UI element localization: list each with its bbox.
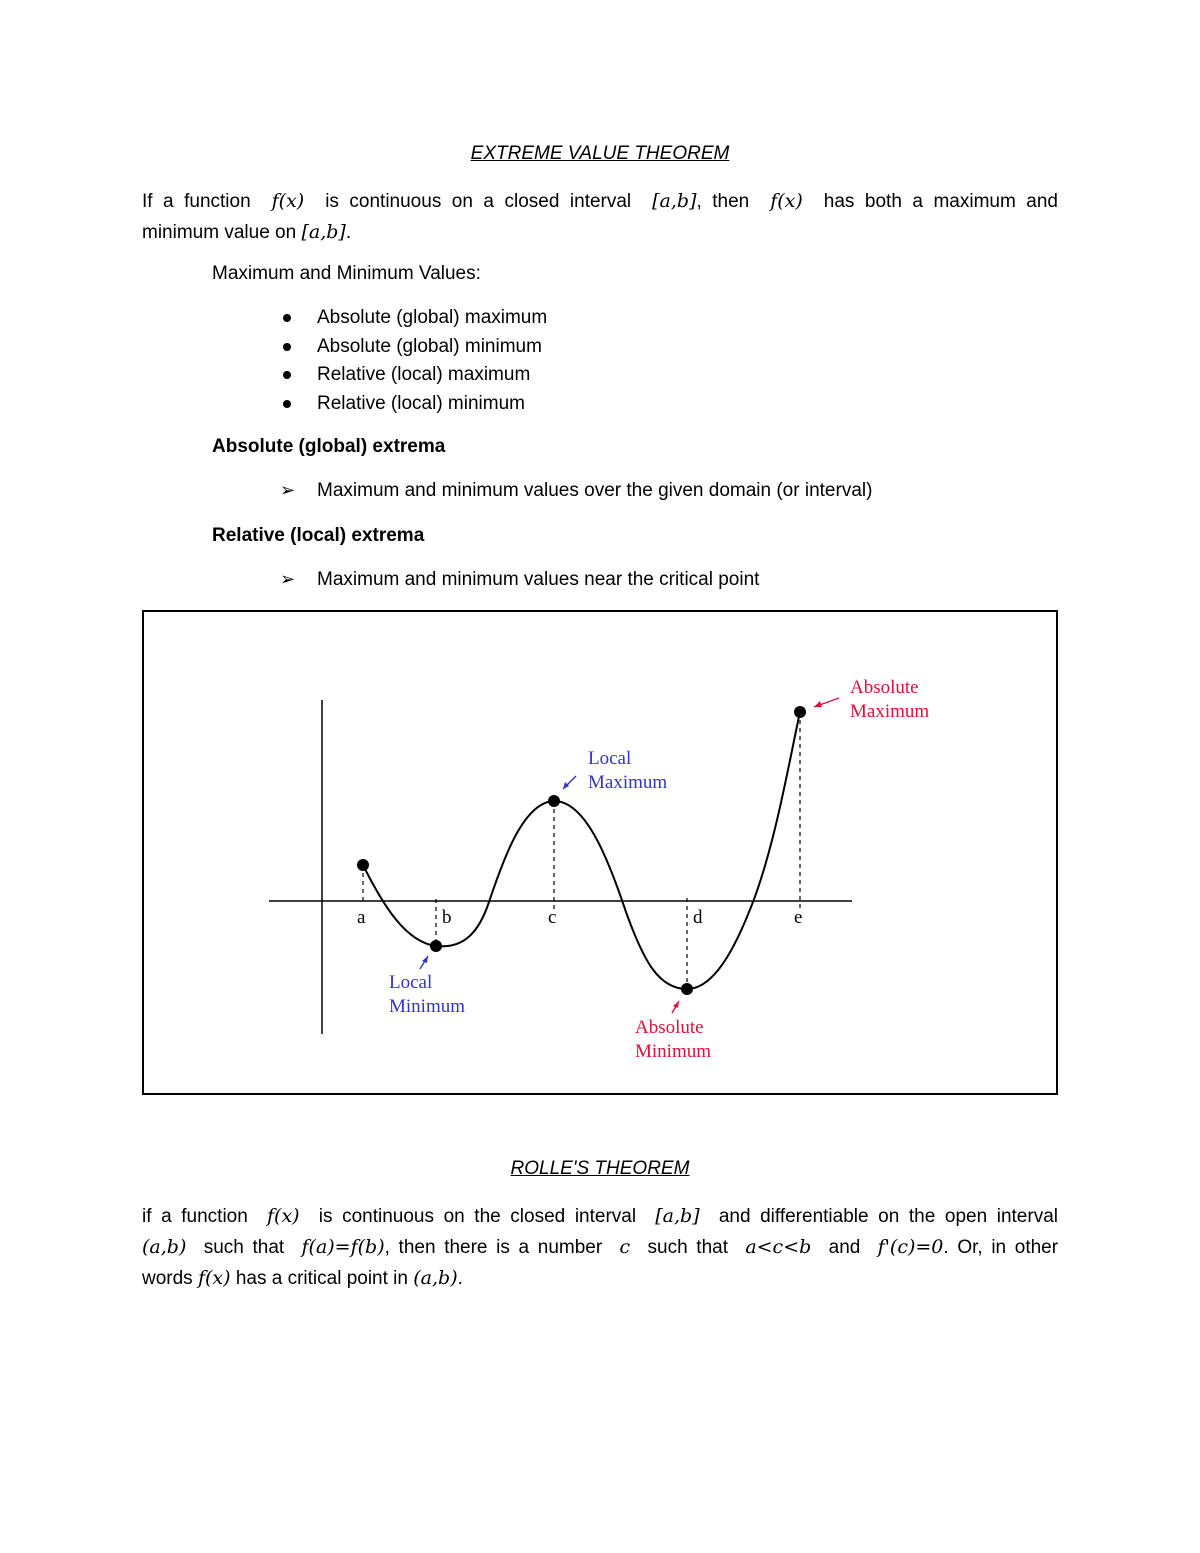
function-curve	[363, 712, 803, 989]
list-item: Absolute (global) maximum	[280, 304, 547, 333]
rolle-statement: if a function f(x) is continuous on the closed interval [a,b] and differentiable on the open interval (a,b) such that f(a)=f(b), then there is a number c such that a<c<b and f'(c)=0. Or, in other words f(x) has a critical point in (a,b).	[142, 1205, 1059, 1289]
relative-extrema-heading: Relative (local) extrema	[212, 525, 425, 546]
bullet-icon	[283, 314, 291, 322]
math-fx: f(x)	[271, 190, 305, 212]
tick-label-c: c	[548, 907, 557, 928]
absolute-maximum-dot	[794, 706, 806, 718]
math-interval: [a,b]	[301, 221, 346, 243]
math-equality: f(a)=f(b)	[301, 1236, 385, 1258]
local-max-label-line2: Maximum	[588, 772, 668, 793]
math-open-interval: (a,b)	[413, 1267, 458, 1289]
math-inequality: a<c<b	[745, 1236, 812, 1258]
local-min-label-line2: Minimum	[389, 996, 466, 1017]
abs-max-label-line1: Absolute	[850, 677, 919, 698]
bullet-icon	[283, 400, 291, 408]
math-derivative: f'(c)=0	[877, 1236, 944, 1258]
math-c: c	[619, 1236, 631, 1258]
math-interval: [a,b]	[655, 1205, 700, 1227]
tick-label-d: d	[693, 907, 703, 928]
value-types-list	[280, 304, 547, 418]
extrema-graph	[144, 612, 1056, 1093]
list-item: Absolute (global) minimum	[280, 333, 547, 362]
absolute-minimum-dot	[681, 983, 693, 995]
tick-label-e: e	[794, 907, 803, 928]
abs-min-label-line2: Minimum	[635, 1041, 712, 1062]
math-fx: f(x)	[770, 190, 803, 212]
local-minimum-annotation	[389, 956, 465, 1017]
local-max-label-line1: Local	[588, 748, 632, 769]
absolute-extrema-heading: Absolute (global) extrema	[212, 436, 446, 457]
abs-max-arrowhead-icon	[814, 701, 822, 707]
document-page: EXTREME VALUE THEOREM If a function f(x) is continuous on a closed interval [a,b], then f(x) has both a maximum and minimum value on [a,b]. Maximum and Minimum Values: Absolute (global) maximum Absolute (global) minimum Relative (local) maximum Relative (local) minimum Absolute (global) extrema ➢ Maximum and minimum values over the given domain (or interval) Relative (local) extrema ➢ Maximum and minimum values near the critical point a b c d e Local Maximum Local Minimum Absolute Maximum Absolute Minimum ROLLE'S THEOREM if a function f(x) is continuous on the closed interval [a,b] and differentiable on the open interval (a,b) such that f(a)=f(b), then there is a number c such that a<c<b and f'(c)=0. Or, in other words f(x) has a critical point in (a,b).	[0, 0, 1200, 1553]
rolle-title: ROLLE'S THEOREM	[510, 1158, 690, 1179]
arrow-bullet-icon: ➢	[280, 569, 296, 589]
math-fx: f(x)	[267, 1205, 300, 1227]
math-open-interval: (a,b)	[142, 1236, 187, 1258]
local-maximum-dot	[548, 795, 560, 807]
absolute-minimum-annotation	[635, 1001, 711, 1062]
abs-min-arrowhead-icon	[673, 1001, 679, 1008]
list-item: Relative (local) minimum	[280, 390, 547, 419]
local-min-label-line1: Local	[389, 972, 433, 993]
math-interval: [a,b]	[652, 190, 697, 212]
local-min-arrowhead-icon	[422, 956, 428, 963]
tick-label-a: a	[357, 907, 366, 928]
tick-label-b: b	[442, 907, 452, 928]
abs-max-label-line2: Maximum	[850, 701, 930, 722]
abs-min-label-line1: Absolute	[635, 1017, 704, 1038]
evt-title: EXTREME VALUE THEOREM	[470, 143, 730, 164]
values-label: Maximum and Minimum Values:	[212, 263, 481, 284]
local-minimum-dot	[430, 940, 442, 952]
endpoint-a-dot	[357, 859, 369, 871]
extrema-figure	[142, 610, 1058, 1095]
local-maximum-annotation	[563, 748, 667, 793]
bullet-icon	[283, 371, 291, 379]
list-item: Relative (local) maximum	[280, 361, 547, 390]
guide-lines	[363, 712, 803, 989]
arrow-bullet-icon: ➢	[280, 480, 296, 500]
absolute-maximum-annotation	[814, 677, 929, 722]
math-fx: f(x)	[197, 1267, 231, 1289]
bullet-icon	[283, 343, 291, 351]
evt-statement: If a function f(x) is continuous on a closed interval [a,b], then f(x) has both a maximum and minimum value on [a,b].	[142, 190, 1058, 243]
